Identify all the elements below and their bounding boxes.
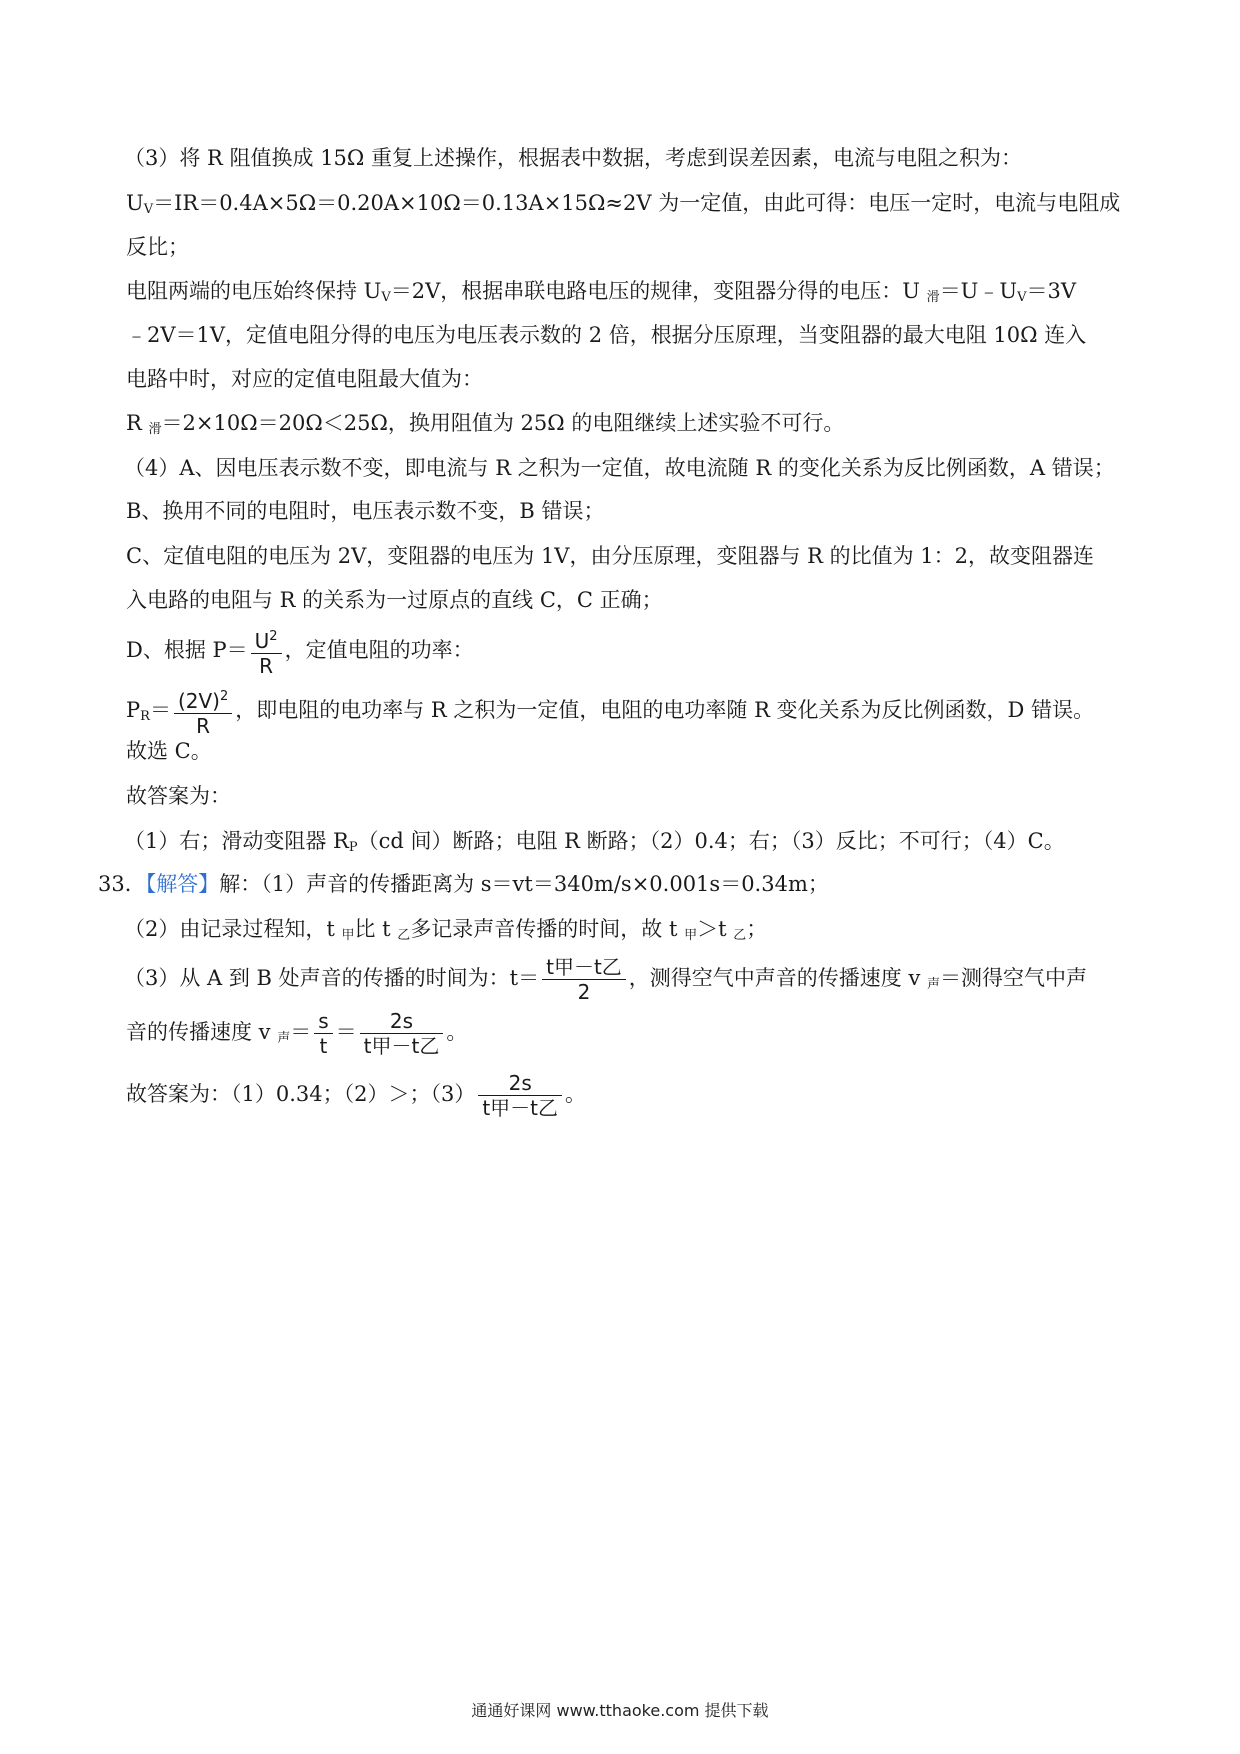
- numerator-text: U: [254, 629, 270, 653]
- text-line: [126, 410, 844, 443]
- line-text: ＝IR＝0.4A×5Ω＝0.20A×10Ω＝0.13A×15Ω≈2V 为一定值，由此可得：电压一定时，电流与电阻成: [153, 191, 1121, 215]
- subscript: 声: [927, 977, 941, 992]
- subscript: 乙: [397, 928, 411, 943]
- line-text: D、根据 P＝: [126, 638, 248, 662]
- subscript: R: [140, 709, 150, 724]
- line-text: 比 t: [354, 917, 398, 941]
- line-text: R: [126, 411, 149, 435]
- text-line: [126, 543, 1094, 569]
- fraction-denominator: t甲－t乙: [363, 1034, 440, 1058]
- line-text: ＝2×10Ω＝20Ω＜25Ω，换用阻值为 25Ω 的电阻继续上述实验不可行。: [161, 411, 845, 435]
- text-line: [126, 498, 605, 524]
- text-line: [126, 322, 1086, 348]
- line-text: ＝: [290, 1020, 312, 1044]
- formula-line: [124, 948, 1087, 1008]
- line-text: C、定值电阻的电压为 2V，变阻器的电压为 1V，由分压原理，变阻器与 R 的比值为 1：2，故变阻器连: [126, 544, 1095, 568]
- fraction-numerator: [251, 625, 282, 654]
- text-line: [126, 278, 1076, 311]
- subscript: 乙: [733, 928, 747, 943]
- text-line: [124, 916, 767, 949]
- line-text: 。: [446, 1020, 468, 1044]
- line-text: （3）从 A 到 B 处声音的传播的时间为：t＝: [124, 966, 540, 990]
- text-line: [126, 190, 1120, 223]
- line-text: 电阻两端的电压始终保持 U: [126, 279, 382, 303]
- line-text: 故答案为：（1）0.34；（2）＞；（3）: [126, 1082, 476, 1106]
- line-text: ；: [746, 917, 768, 941]
- fraction-denominator: R: [259, 654, 274, 678]
- line-text: ＝: [149, 698, 171, 722]
- subscript: V: [1017, 290, 1027, 305]
- superscript: 2: [219, 689, 229, 704]
- line-text: （1）右；滑动变阻器 R: [124, 829, 349, 853]
- line-text: ＝测得空气中声: [940, 966, 1088, 990]
- line-text: ﹣2V＝1V，定值电阻分得的电压为电压表示数的 2 倍，根据分压原理，当变阻器的最大电阻 10Ω 连入: [126, 323, 1087, 347]
- subscript: 声: [277, 1031, 291, 1046]
- formula-line: [126, 1002, 467, 1062]
- formula-line: [126, 1064, 586, 1124]
- power-fraction: [251, 625, 282, 678]
- fraction-numerator: t甲－t乙: [542, 955, 626, 980]
- line-text: 解：（1）声音的传播距离为 s＝vt＝340m/s×0.001s＝0.34m；: [219, 872, 829, 896]
- text-line: [126, 783, 231, 809]
- subscript: 滑: [148, 422, 162, 437]
- line-text: 音的传播速度 v: [126, 1020, 278, 1044]
- text-line: [124, 145, 1022, 171]
- fraction-numerator: 2s: [360, 1009, 444, 1034]
- resistor-power-fraction: [174, 685, 232, 738]
- question-33-header: [98, 871, 829, 897]
- speed-result-fraction: [360, 1009, 444, 1058]
- line-text: 故答案为：: [126, 784, 231, 808]
- subscript: 甲: [684, 928, 698, 943]
- line-text: （cd 间）断路；电阻 R 断路；（2）0.4；右；（3）反比；不可行；（4）C。: [357, 829, 1065, 853]
- question-number: 33．: [98, 872, 146, 896]
- subscript: P: [348, 840, 358, 855]
- line-text: ，即电阻的电功率与 R 之积为一定值，电阻的电功率随 R 变化关系为反比例函数，D 错误。: [235, 698, 1095, 722]
- text-line: [124, 455, 1115, 481]
- fraction-denominator: t: [319, 1034, 328, 1058]
- line-text: 入电路的电阻与 R 的关系为一过原点的直线 C，C 正确；: [126, 588, 663, 612]
- line-text: U: [126, 191, 144, 215]
- line-text: ＝U﹣U: [939, 279, 1018, 303]
- answer-tag: 【解答】: [145, 872, 220, 896]
- formula-line: [126, 620, 474, 680]
- line-text: （3）将 R 阻值换成 15Ω 重复上述操作，根据表中数据，考虑到误差因素，电流与电阻之积为：: [124, 146, 1023, 170]
- line-text: （2）由记录过程知，t: [124, 917, 342, 941]
- line-text: ，测得空气中声音的传播速度 v: [628, 966, 928, 990]
- line-text: ＝2V，根据串联电路电压的规律，变阻器分得的电压：U: [390, 279, 927, 303]
- line-text: 电路中时，对应的定值电阻最大值为：: [126, 367, 483, 391]
- numerator-text: (2V): [177, 689, 220, 713]
- fraction-numerator: 2s: [478, 1071, 562, 1096]
- line-text: P: [126, 698, 141, 722]
- text-line: [126, 587, 663, 613]
- line-text: 。: [565, 1082, 587, 1106]
- formula-line: [126, 680, 1094, 740]
- line-text: B、换用不同的电阻时，电压表示数不变，B 错误；: [126, 499, 605, 523]
- text-line: [126, 234, 189, 260]
- line-text: 反比；: [126, 235, 189, 259]
- line-text: 多记录声音传播的时间，故 t: [410, 917, 685, 941]
- line-text: ，定值电阻的功率：: [284, 638, 474, 662]
- line-text: 故选 C。: [126, 739, 212, 763]
- line-text: ＝: [335, 1020, 357, 1044]
- superscript: 2: [269, 629, 278, 644]
- line-text: ＝3V: [1026, 279, 1077, 303]
- fraction-denominator: t甲－t乙: [482, 1096, 559, 1120]
- time-fraction: [542, 955, 626, 1004]
- fraction-denominator: R: [196, 714, 211, 738]
- subscript: V: [381, 290, 391, 305]
- subscript: 滑: [926, 290, 940, 305]
- subscript: V: [143, 202, 154, 217]
- text-line: [126, 366, 483, 392]
- line-text: ＞t: [697, 917, 734, 941]
- fraction-denominator: 2: [577, 980, 591, 1004]
- text-line: [126, 738, 212, 764]
- subscript: 甲: [341, 928, 355, 943]
- page-footer: 通通好课网 www.tthaoke.com 提供下载: [471, 1701, 769, 1720]
- fraction-numerator: [174, 685, 232, 714]
- line-text: （4）A、因电压表示数不变，即电流与 R 之积为一定值，故电流随 R 的变化关系为反比例函数，A 错误；: [124, 456, 1115, 480]
- text-line: [124, 828, 1065, 861]
- speed-fraction: [314, 1009, 332, 1058]
- fraction-numerator: s: [314, 1009, 332, 1034]
- answer-fraction: [478, 1071, 562, 1120]
